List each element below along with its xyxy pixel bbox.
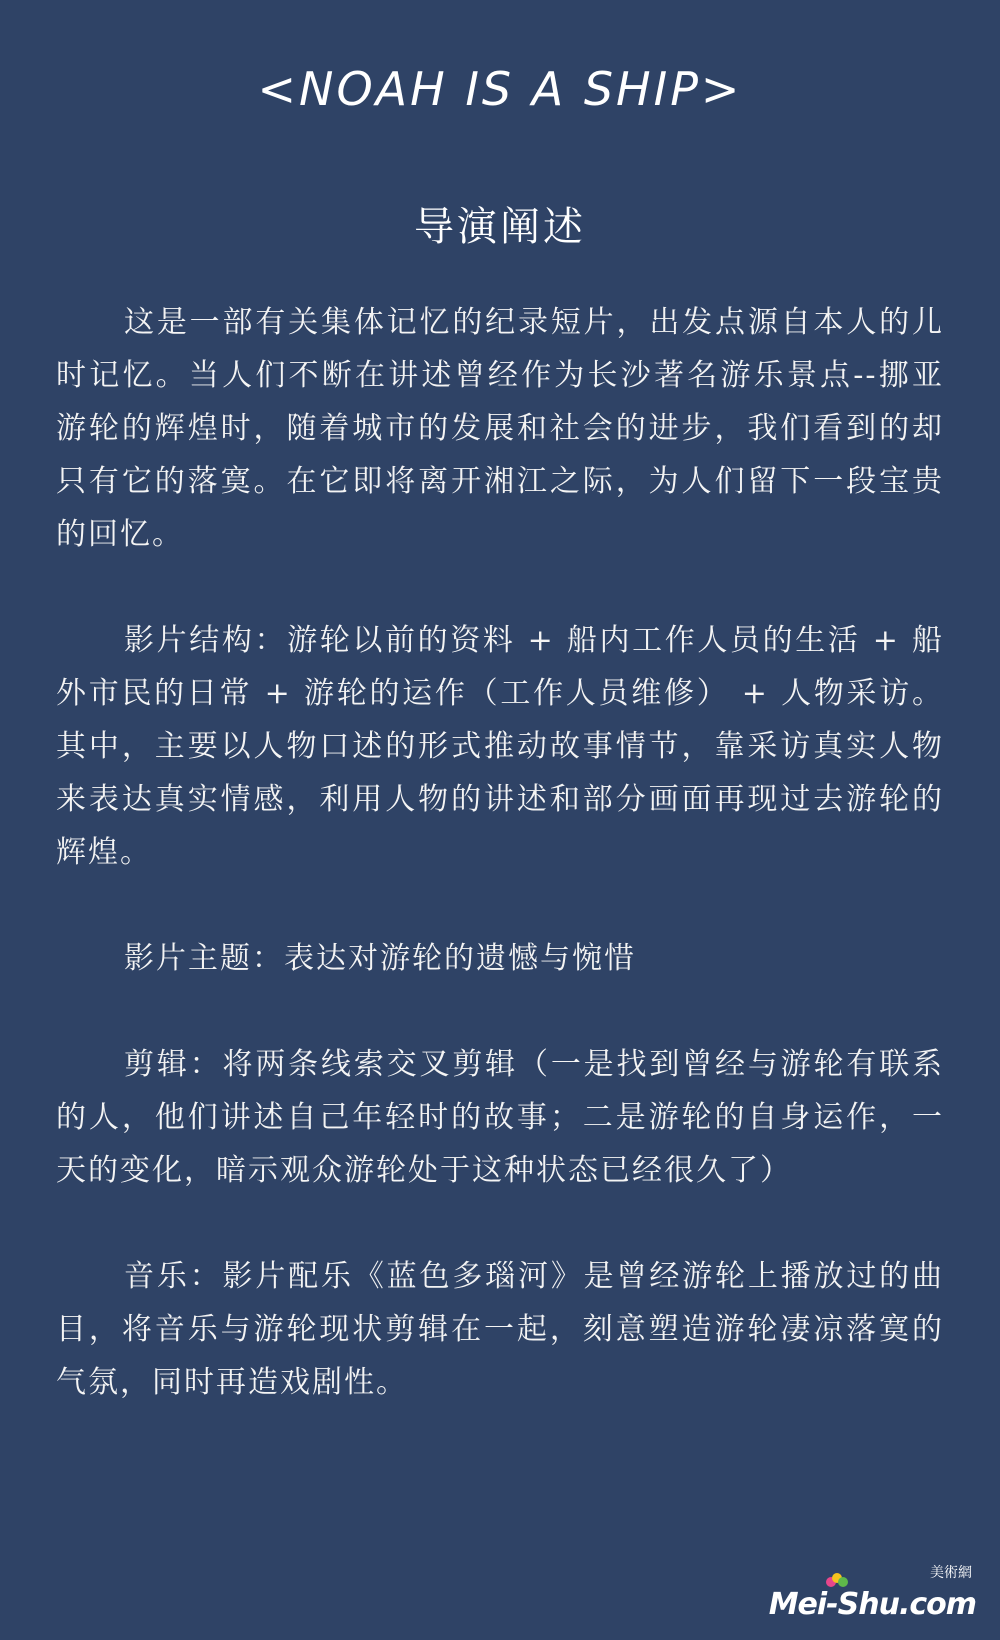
- body-text: [56, 296, 944, 1462]
- section-heading: 导演阐述: [414, 204, 586, 250]
- page-title: <NOAH IS A SHIP>: [257, 62, 743, 116]
- paragraph-editing: 剪辑：将两条线索交叉剪辑（一是找到曾经与游轮有联系的人，他们讲述自己年轻时的故事；二是游轮的自身运作，一天的变化，暗示观众游轮处于这种状态已经很久了）: [56, 1047, 944, 1188]
- paragraph-theme: 影片主题：表达对游轮的遗憾与惋惜: [124, 941, 636, 976]
- watermark-cn: 美術網: [930, 1565, 972, 1581]
- watermark-logo: Mei-Shu.com: [768, 1587, 976, 1622]
- paragraph-structure: 影片结构：游轮以前的资料 + 船内工作人员的生活 + 船外市民的日常 + 游轮的运作（工作人员维修） + 人物采访。其中，主要以人物口述的形式推动故事情节，靠采访真实人物来表达真实情感，利用人物的讲述和部分画面再现过去游轮的辉煌。: [56, 623, 944, 870]
- paragraph-intro: 这是一部有关集体记忆的纪录短片，出发点源自本人的儿时记忆。当人们不断在讲述曾经作为长沙著名游乐景点--挪亚游轮的辉煌时，随着城市的发展和社会的进步，我们看到的却只有它的落寞。在它即将离开湘江之际，为人们留下一段宝贵的回忆。: [56, 305, 944, 552]
- paragraph-music: 音乐：影片配乐《蓝色多瑙河》是曾经游轮上播放过的曲目，将音乐与游轮现状剪辑在一起，刻意塑造游轮凄凉落寞的气氛，同时再造戏剧性。: [56, 1259, 944, 1400]
